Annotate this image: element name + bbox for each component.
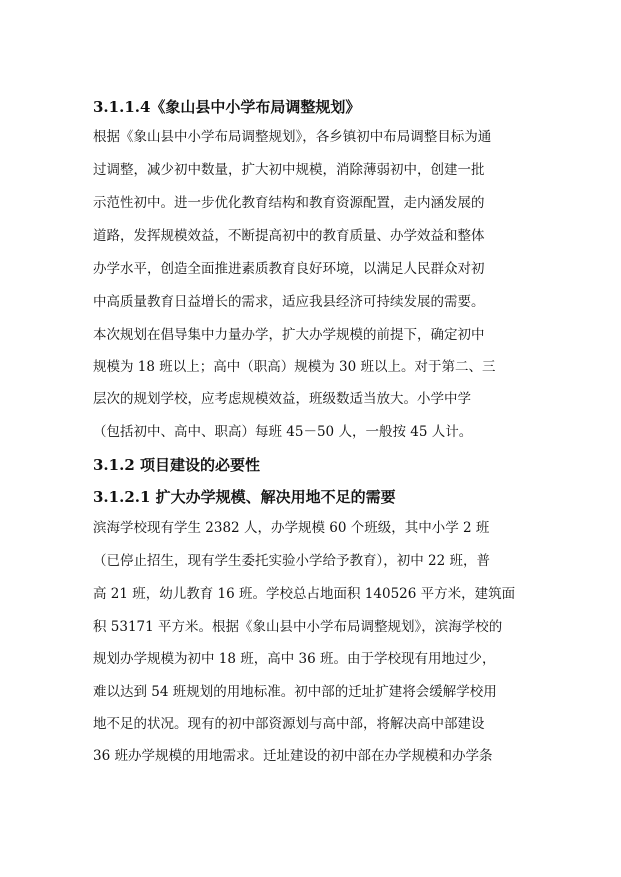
paragraph-line: 规划办学规模为初中 18 班，高中 36 班。由于学校现有用地过少， [93,651,496,667]
paragraph-line: 中高质量教育日益增长的需求，适应我县经济可持续发展的需要。 [93,294,485,310]
paragraph-line: 36 班办学规模的用地需求。迁址建设的初中部在办学规模和办学条 [93,748,493,764]
paragraph-line: （包括初中、高中、职高）每班 45－50 人，一般按 45 人计。 [93,424,473,440]
paragraph-line: 规模为 18 班以上；高中（职高）规模为 30 班以上。对于第二、三 [93,359,496,375]
paragraph-line: 高 21 班，幼儿教育 16 班。学校总占地面积 140526 平方米，建筑面 [93,586,516,602]
paragraph-line: 示范性初中。进一步优化教育结构和教育资源配置，走内涵发展的 [93,195,485,211]
heading-3-1-2-1: 3.1.2.1 扩大办学规模、解决用地不足的需要 [93,488,396,506]
paragraph-line: 滨海学校现有学生 2382 人，办学规模 60 个班级，其中小学 2 班 [93,520,490,536]
paragraph-line: 办学水平，创造全面推进素质教育良好环境，以满足人民群众对初 [93,261,485,277]
paragraph-line: 道路，发挥规模效益，不断提高初中的教育质量、办学效益和整体 [93,228,485,244]
paragraph-line: 根据《象山县中小学布局调整规划》，各乡镇初中布局调整目标为通 [93,129,492,145]
paragraph-line: （已停止招生，现有学生委托实验小学给予教育），初中 22 班，普 [93,553,491,569]
paragraph-line: 积 53171 平方米。根据《象山县中小学布局调整规划》，滨海学校的 [93,619,503,635]
paragraph-line: 过调整，减少初中数量，扩大初中规模，消除薄弱初中，创建一批 [93,162,485,178]
paragraph-line: 地不足的状况。现有的初中部资源划与高中部，将解决高中部建设 [93,716,485,732]
heading-3-1-2: 3.1.2 项目建设的必要性 [93,456,260,474]
paragraph-line: 层次的规划学校，应考虑规模效益，班级数适当放大。小学中学 [93,391,471,407]
paragraph-line: 本次规划在倡导集中力量办学，扩大办学规模的前提下，确定初中 [93,327,485,343]
paragraph-line: 难以达到 54 班规划的用地标准。初中部的迁址扩建将会缓解学校用 [93,684,497,700]
heading-3-1-1-4: 3.1.1.4《象山县中小学布局调整规划》 [93,98,361,116]
